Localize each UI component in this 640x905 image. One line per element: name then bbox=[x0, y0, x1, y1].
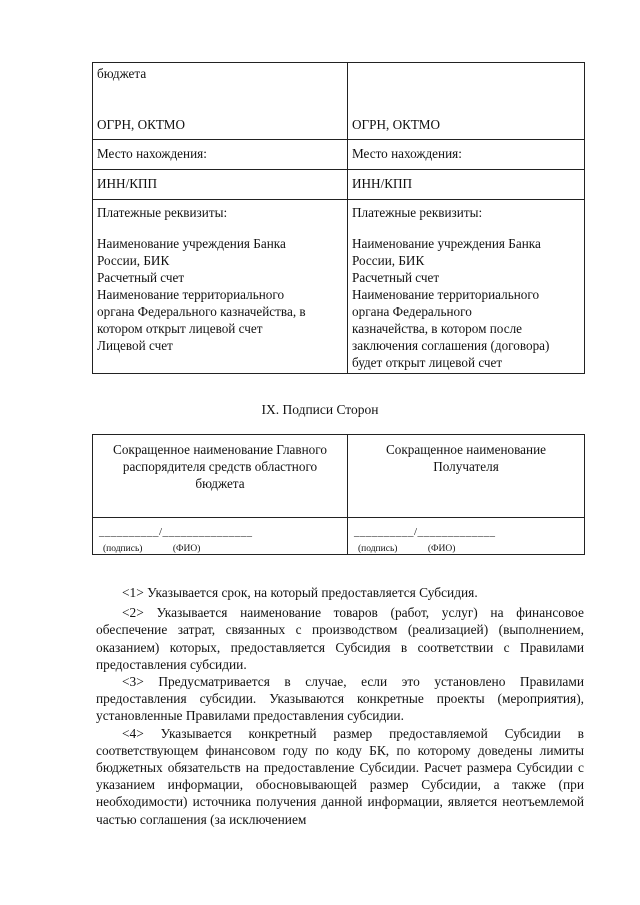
footnotes bbox=[96, 584, 584, 828]
right-payment-line: заключения соглашения (договора) bbox=[352, 338, 550, 353]
signatures-names-row bbox=[93, 435, 585, 518]
left-payment-line: органа Федерального казначейства, в bbox=[97, 304, 306, 319]
right-payment-cell bbox=[348, 200, 585, 374]
left-payment-line: Расчетный счет bbox=[97, 270, 185, 285]
right-party-name: Сокращенное наименование Получателя bbox=[348, 435, 585, 518]
left-party-name: Сокращенное наименование Главного распорядителя средств областного бюджета bbox=[93, 435, 348, 518]
left-payment-heading: Платежные реквизиты: bbox=[97, 205, 228, 220]
requisites-row-inn bbox=[93, 170, 585, 200]
left-payment-line: Наименование территориального bbox=[97, 287, 285, 302]
footnote-4: <4> Указывается конкретный размер предоставляемой Субсидии в соответствующем финансовом году по коду БК, по которому доведены лимиты бюджетных обязательств на предоставление Субсидии. Расчет размера Субсидии с указанием информации, обосновывающей размер Субсидии, а также (при необходимости) источника получения данной информации, является неотъемлемой частью соглашения (за исключением bbox=[96, 725, 584, 827]
left-payment-line: котором открыт лицевой счет bbox=[97, 321, 263, 336]
right-signature-cell bbox=[348, 518, 585, 555]
signatures-lines-row bbox=[93, 518, 585, 555]
requisites-left-ogrn-cell bbox=[93, 63, 348, 140]
left-payment-line: Лицевой счет bbox=[97, 338, 173, 353]
right-payment-line: будет открыт лицевой счет bbox=[352, 355, 503, 370]
footnote-2: <2> Указывается наименование товаров (работ, услуг) на финансовое обеспечение затрат, связанных с производством (реализацией) (выполнением, оказанием) которых, предоставляется Субсидия в соответствии с Правилами предоставления субсидии. bbox=[96, 605, 584, 672]
left-payment-cell bbox=[93, 200, 348, 374]
right-payment-line: Расчетный счет bbox=[352, 270, 440, 285]
right-fio-caption: (ФИО) bbox=[427, 544, 456, 554]
left-ogrn-label: ОГРН, ОКТМО bbox=[97, 117, 186, 132]
requisites-row-location bbox=[93, 140, 585, 170]
footnote-3: <3> Предусматривается в случае, если это установлено Правилами предоставления субсидии. Указываются конкретные проекты (мероприятия), установленные Правилами предоставления субсидии. bbox=[96, 674, 584, 724]
right-ogrn-label: ОГРН, ОКТМО bbox=[352, 117, 441, 132]
requisites-table bbox=[92, 62, 585, 374]
left-payment-line: России, БИК bbox=[97, 253, 170, 268]
left-sign-caption: (подпись) bbox=[103, 544, 143, 554]
left-payment-line: Наименование учреждения Банка bbox=[97, 236, 286, 251]
requisites-right-ogrn-cell bbox=[348, 63, 585, 140]
signatures-table bbox=[92, 434, 585, 555]
left-signature-cell bbox=[93, 518, 348, 555]
right-sign-caption: (подпись) bbox=[358, 544, 398, 554]
right-location-label: Место нахождения: bbox=[348, 140, 585, 170]
requisites-row-payment bbox=[93, 200, 585, 374]
left-location-label: Место нахождения: bbox=[93, 140, 348, 170]
right-signature-caption bbox=[358, 541, 455, 558]
right-payment-line: органа Федерального bbox=[352, 304, 472, 319]
left-signature-line: __________/_______________ bbox=[99, 526, 253, 538]
footnote-1: <1> Указывается срок, на который предоставляется Субсидия. bbox=[122, 585, 478, 600]
right-payment-line: Наименование территориального bbox=[352, 287, 540, 302]
right-payment-line: казначейства, в котором после bbox=[352, 321, 523, 336]
right-inn-label: ИНН/КПП bbox=[348, 170, 585, 200]
right-payment-heading: Платежные реквизиты: bbox=[352, 205, 483, 220]
budget-word: бюджета bbox=[97, 66, 147, 81]
right-signature-line: __________/_____________ bbox=[354, 526, 496, 538]
left-inn-label: ИНН/КПП bbox=[93, 170, 348, 200]
section-title: IX. Подписи Сторон bbox=[261, 402, 379, 417]
right-payment-line: России, БИК bbox=[352, 253, 425, 268]
left-fio-caption: (ФИО) bbox=[172, 544, 201, 554]
requisites-row-ogrn bbox=[93, 63, 585, 140]
left-signature-caption bbox=[103, 541, 200, 558]
right-payment-line: Наименование учреждения Банка bbox=[352, 236, 541, 251]
